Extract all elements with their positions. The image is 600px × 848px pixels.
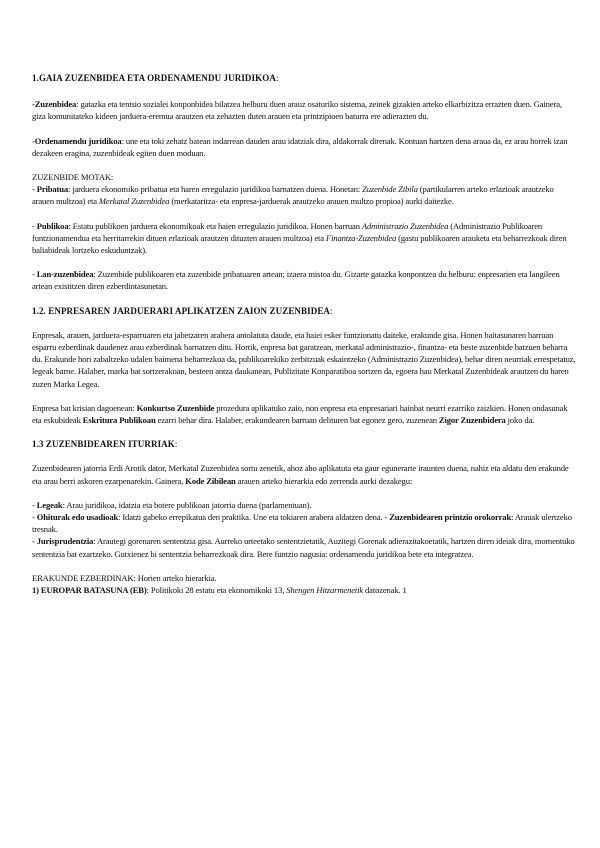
text: Zuzenbidearen jatorria Erdi Arotik dator, Merkatal Zuzenbidea sortu zenetik, ahoz aho aplikatuta eta gaur egunerarte iraunten duena, nahiz eta aldatu den erakunde eta arau berri askoren ezarpenarekin. Gainera, [32,463,569,486]
paragraph-krisian [32,402,577,426]
text: arauen arteko hierarkia edo zerrenda aurki dezakegu: [235,475,413,486]
heading-number: 1 [32,73,37,83]
section-heading-1 [32,72,577,84]
term-jurisprudentzia: Jurisprudentzia [36,536,94,547]
list-item-eb [32,584,577,596]
document-page [32,72,577,596]
list-item-lanzuzenbidea: - Lan-zuzenbidea: Zuzenbide publikoaren eta zuzenbide pribatuaren artean; izaera mistoa du. Gizarte gatazka konpontzea du helburu: enpresarien eta langileen artean existitzen diren ezberdintasunetan. [32,269,560,292]
text: : jarduera ekonomiko pribatua eta haren erregulazio juridikoa barnatzen duena. Honetan: [68,184,363,195]
term-publikoa: Publikoa [36,220,69,231]
term-printzipioak: Zuzenbidearen printzio orokorrak [389,512,512,523]
italic-term: Merkatal Zuzenbidea [98,196,170,207]
text: : Politikoki 28 estatu eta ekonomikoki 13, [146,585,287,596]
italic-term: Finantza-Zuzenbidea [325,232,397,243]
list-item-pribatua: - Pribatua: jarduera ekonomiko pribatua eta haren erregulazio juridikoa barnatzen duena. Honetan: Zuzenbide Zibila (partikularren arteko erlazioak arautzeko arauen multzoa) eta Merkatal Zuzenbidea (merkataritza- eta enpresa-jarduerak arautzeko arauen multzo propioa) aurki daitezke. [32,184,554,207]
text: (merkataritza- eta enpresa-jarduerak arautzeko arauen multzo propioa) aurki daitezke. [169,196,454,207]
definition-zuzenbidea: : gatazka eta tentsio sozialei konponbidea bilatzea helburu duen arauz osaturiko sistema, zeinek gizakien arteko elkarbizitza errazten duen. Gainera, giza komunitateko kideen jarduera-eremua arautzen eta zehazten duten arauen eta printzipioen baturra ere adierazten du. [32,99,562,122]
text: datozenak. 1 [363,585,407,596]
text: (gastu publikoaren arauketa eta beharrezkoak diren baliabideak lortzeko eskuduntzak). [32,232,567,256]
term-ordenamendu: -Ordenamendu juridikoa [32,135,122,146]
section-heading-1-2 [32,305,577,317]
term-zuzenbidea: -Zuzenbidea [32,99,77,110]
text: prozedura aplikatuko zaio, non enpresa eta enpresariari hainbat neurri ezarriko zaizkien. Honen ondasunak eta eskubideak [32,402,568,426]
text: (Administrazio Publikoaren funtzionamendua eta herritarrekin dituen erlazioak arautzen dituzten arauen multzoa) eta [32,220,543,243]
subheading-motak: ZUZENBIDE MOTAK: [32,172,114,183]
list-item-jurisprudentzia: - Jurisprudentzia: Arautegi gorenaren sententzia gisa. Aurreko urteetako sententzietatik, Auzitegi Gorenak adierazitakoetatik, hartzen diren ideiak dira, momentuko sententzia bat ezartzeko. Gutxienez bi sententzia beharrezkoak dira. Bere funtzio nagusia: ordenamendu juridikoa bete eta integratzea. [32,536,575,559]
text: : Idatzi gabeko errepikatua den praktika. Une eta tokiaren arabera aldatzen dena. - [118,512,390,523]
bold-term: Kode Zibilean [185,475,236,486]
heading-text: .GAIA ZUZENBIDEA ETA ORDENAMENDU JURIDIKOA [36,73,276,83]
heading-colon: : [330,305,333,316]
text: ezarri behar dira. Halaber, erakundearen barruan delituren bat egonez gero, zuzenean [155,415,439,426]
text: : Estatu publikoen jarduera ekonomikoak eta haien erregulazio juridikoa. Honen barruan [68,220,362,231]
bold-term: Konkurtso Zuzenbide [136,402,215,413]
list-item-legeak: - Legeak: Arau juridikoa, idatzia eta botere publikoan jatorria duena (parlamentuan). [32,499,312,510]
heading-text: 1.3 ZUZENBIDEAREN ITURRIAK [32,439,175,450]
term-ohiturak: Ohiturak edo usadioak [36,512,119,523]
text: joko da. [505,415,535,426]
subheading-erakunde: ERAKUNDE EZBERDINAK: Horien arteko hierarkia. [32,572,217,583]
text: : Arautegi gorenaren sententzia gisa. Aurreko urteetako sententzietatik, Auzitegi Gorenak adierazitakoetatik, hartzen diren ideiak dira, momentuko sententzia bat ezartzeko. Gutxienez bi sententzia beharrezkoak dira. Bere funtzio nagusia: ordenamendu juridikoa bete eta integratzea. [32,536,575,559]
italic-term: Zuzenbide Zibila [362,184,418,195]
heading-colon: : [275,73,279,83]
italic-term: Administrazio Zuzenbidea [361,220,449,231]
bold-term: Zigor Zuzenbidera [438,415,506,426]
text: (partikularren arteko erlazioak arautzeko arauen multzoa) eta [32,184,554,207]
section-heading-1-3 [32,438,577,450]
text: Enpresa bat krisian dagoenean: [32,402,137,413]
italic-term: Shengen Hitzarmenetik [286,585,364,596]
text: : Zuzenbide publikoaren eta zuzenbide pribatuaren artean; izaera mistoa du. Gizarte gatazka konpontzea du helburu: enpresarien eta langileen artean existitzen diren ezberdintasunetan. [32,269,560,292]
text: : Arau juridikoa, idatzia eta botere publikoan jatorria duena (parlamentuan). [62,499,312,510]
term-pribatua: Pribatua [36,184,68,195]
term-eb: 1) EUROPAR BATASUNA (EB) [32,585,147,596]
list-item-ohiturak: - Ohiturak edo usadioak: Idatzi gabeko errepikatua den praktika. Une eta tokiaren arabera aldatzen dena. - Zuzenbidearen printzio orokorrak: Arauak ulertzeko tresnak. [32,512,572,535]
term-lanzuzenbidea: Lan-zuzenbidea [36,269,94,280]
list-item-publikoa: - Publikoa: Estatu publikoen jarduera ekonomikoak eta haien erregulazio juridikoa. Honen barruan Administrazio Zuzenbidea (Administrazio Publikoaren funtzionamendua eta herritarrekin dituen erlazioak arautzen dituzten arauen multzoa) eta Finantza-Zuzenbidea (gastu publikoaren arauketa eta beharrezkoak diren baliabideak lortzeko eskuduntzak). [32,220,567,256]
text: : Arauak ulertzeko tresnak. [32,512,572,535]
term-legeak: Legeak [36,499,63,510]
paragraph-enpresak: Enpresak, arauen, jarduera-esparruaren eta jabetzaren arabera antolatuta daude, eta haiei esker funtzionatu daiteke, erakunde gisa. Honen baitasunaren barruan esparru ezberdinak daudenez arau ezberdinak barnatzen ditu. Hortik, enpresa bat garatzean, merkatal administrazio-, finantza- eta beste zuzenbide batzuen beharra du. Erakunde hori zabaltzeko udalen baimena beharrezkoa da, publikoarekiko zerbitzuak eskaintzeko (Administrazio Zuzenbidea), behar diren neurriak errespetatuz, legeak barne. Halaber, marka bat sortzerakoan, besteen antza daukanean, Publizitate Konparatiboa sortzen da, egoera hau Merkatal Zuzenbideak arautzen du haren zuzen Marka Legea. [32,329,576,389]
definition-ordenamendu: : une eta toki zehatz batean indarrean dauden arau idatziak dira, aldakorrak direnak. Kontuan hartzen dena araua da, ez arau horrek izan dezakeen eragina, zuzenbideak egiten duen moduan. [32,135,568,158]
paragraph-jatorria [32,462,577,486]
heading-text: 1.2. ENPRESAREN JARDUERARI APLIKATZEN ZAION ZUZENBIDEA [32,305,331,316]
bold-term: Eskritura Publikoan [82,415,156,426]
paragraph-ordenamendu [32,135,577,159]
heading-colon: : [174,439,178,450]
paragraph-zuzenbidea [32,98,577,122]
